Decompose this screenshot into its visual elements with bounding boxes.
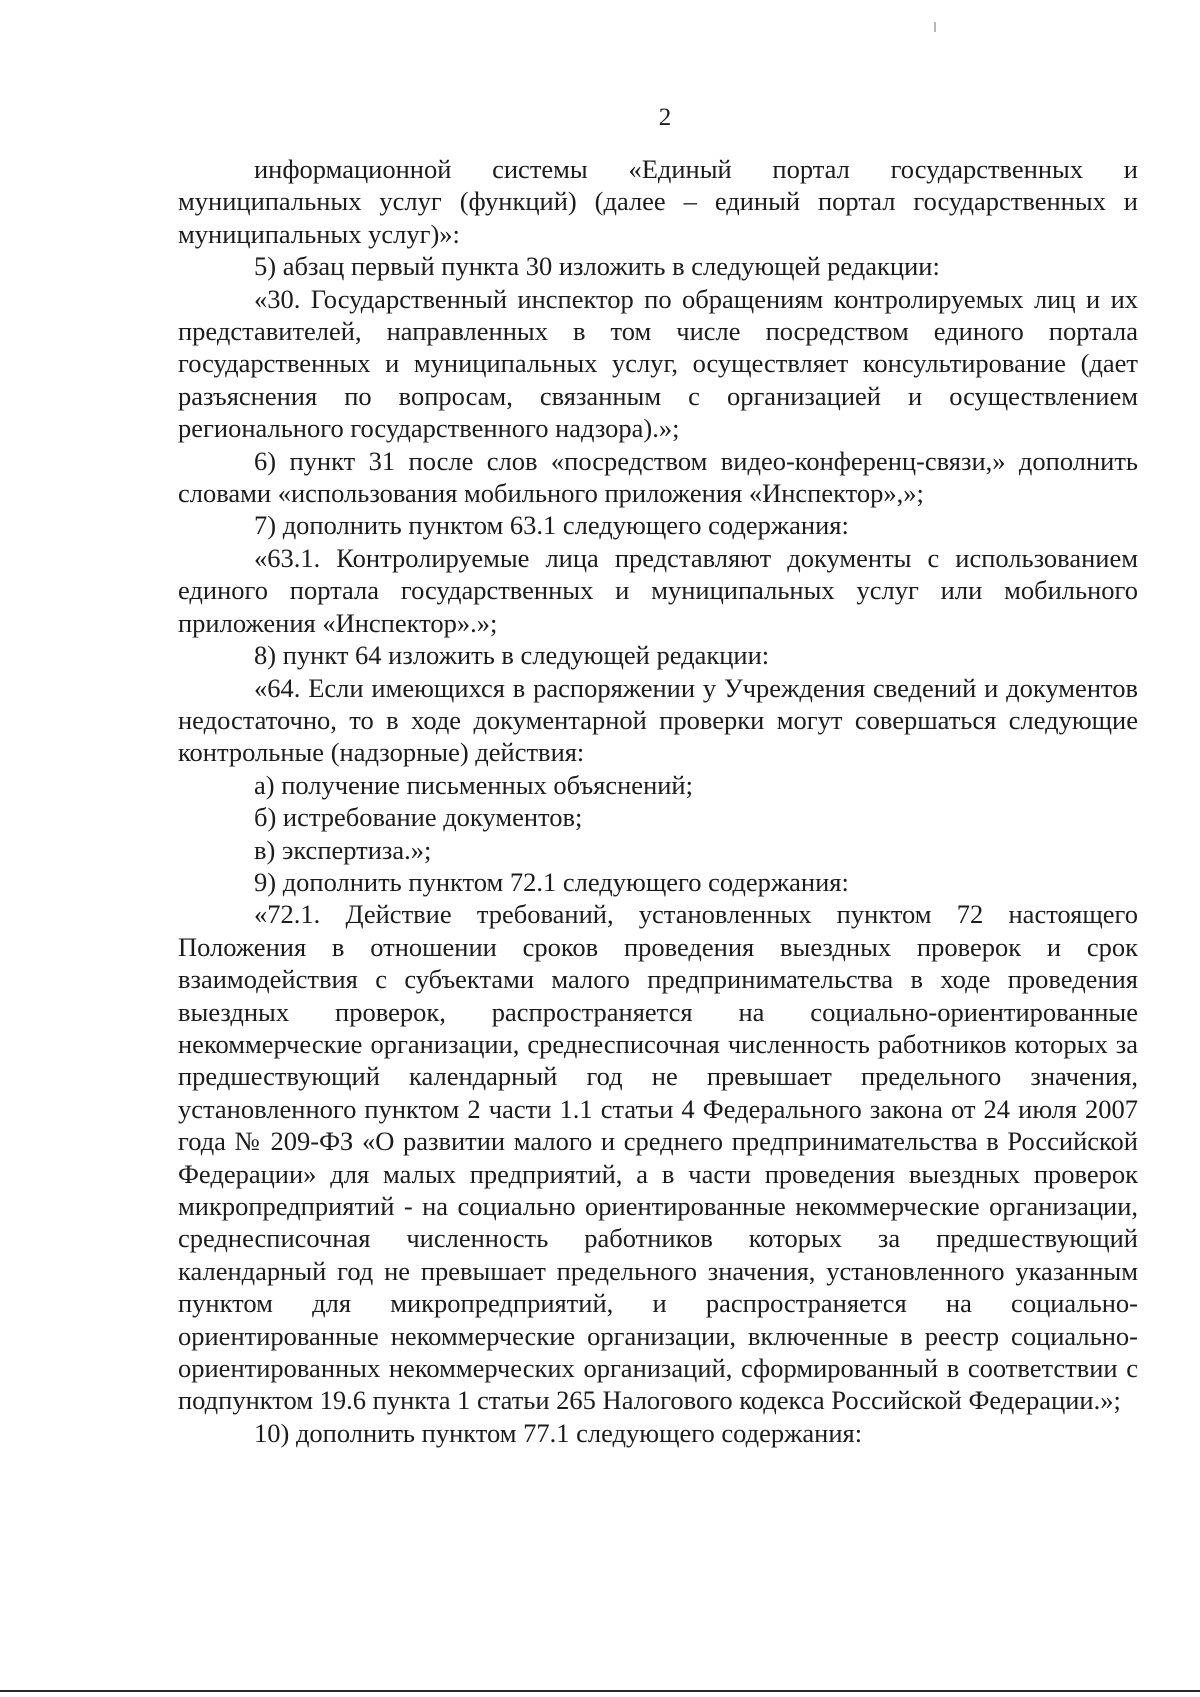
paragraph: 10) дополнить пунктом 77.1 следующего содержания: xyxy=(254,1417,863,1448)
paragraph: 9) дополнить пунктом 72.1 следующего содержания: xyxy=(254,866,849,897)
list-item: в) экспертиза.»; xyxy=(254,834,432,865)
scan-edge-line xyxy=(0,1690,1200,1692)
scan-speck xyxy=(934,22,936,32)
paragraph: 8) пункт 64 изложить в следующей редакции: xyxy=(254,640,770,671)
document-body xyxy=(178,153,1138,1449)
list-item: а) получение письменных объяснений; xyxy=(254,769,693,800)
page-number: 2 xyxy=(658,104,672,131)
paragraph: информационной системы «Единый портал государственных и муниципальных услуг (функций) (далее – единый портал государственных и муниципальных услуг)»: xyxy=(178,154,1138,249)
paragraph: 5) абзац первый пункта 30 изложить в следующей редакции: xyxy=(254,251,940,282)
paragraph: 6) пункт 31 после слов «посредством видео-конференц-связи,» дополнить словами «использования мобильного приложения «Инспектор»,»; xyxy=(178,445,1138,509)
paragraph: 7) дополнить пунктом 63.1 следующего содержания: xyxy=(254,510,849,541)
paragraph: «72.1. Действие требований, установленных пунктом 72 настоящего Положения в отношении сроков проведения выездных проверок и срок взаимодействия с субъектами малого предпринимательства в ходе проведения выездных проверок, распространяется на социально-ориентированные некоммерческие организации, среднесписочная численность работников которых за предшествующий календарный год не превышает предельного значения, установленного пунктом 2 части 1.1 статьи 4 Федерального закона от 24 июля 2007 года № 209-ФЗ «О развитии малого и среднего предпринимательства в Российской Федерации» для малых предприятий, а в части проведения выездных проверок микропредприятий - на социально ориентированные некоммерческие организации, среднесписочная численность работников которых за предшествующий календарный год не превышает предельного значения, установленного указанным пунктом для микропредприятий, и распространяется на социально-ориентированные некоммерческие организации, включенные в реестр социально-ориентированных некоммерческих организаций, сформированный в соответствии с подпунктом 19.6 пункта 1 статьи 265 Налогового кодекса Российской Федерации.»; xyxy=(178,899,1138,1416)
paragraph: «63.1. Контролируемые лица представляют документы с использованием единого портала государственных и муниципальных услуг или мобильного приложения «Инспектор».»; xyxy=(178,542,1138,638)
list-item: б) истребование документов; xyxy=(254,802,583,833)
paragraph: «30. Государственный инспектор по обращениям контролируемых лиц и их представителей, направленных в том числе посредством единого портала государственных и муниципальных услуг, осуществляет консультирование (дает разъяснения по вопросам, связанным с организацией и осуществлением регионального государственного надзора).»; xyxy=(178,283,1138,444)
paragraph: «64. Если имеющихся в распоряжении у Учреждения сведений и документов недостаточно, то в ходе документарной проверки могут совершаться следующие контрольные (надзорные) действия: xyxy=(178,672,1138,768)
